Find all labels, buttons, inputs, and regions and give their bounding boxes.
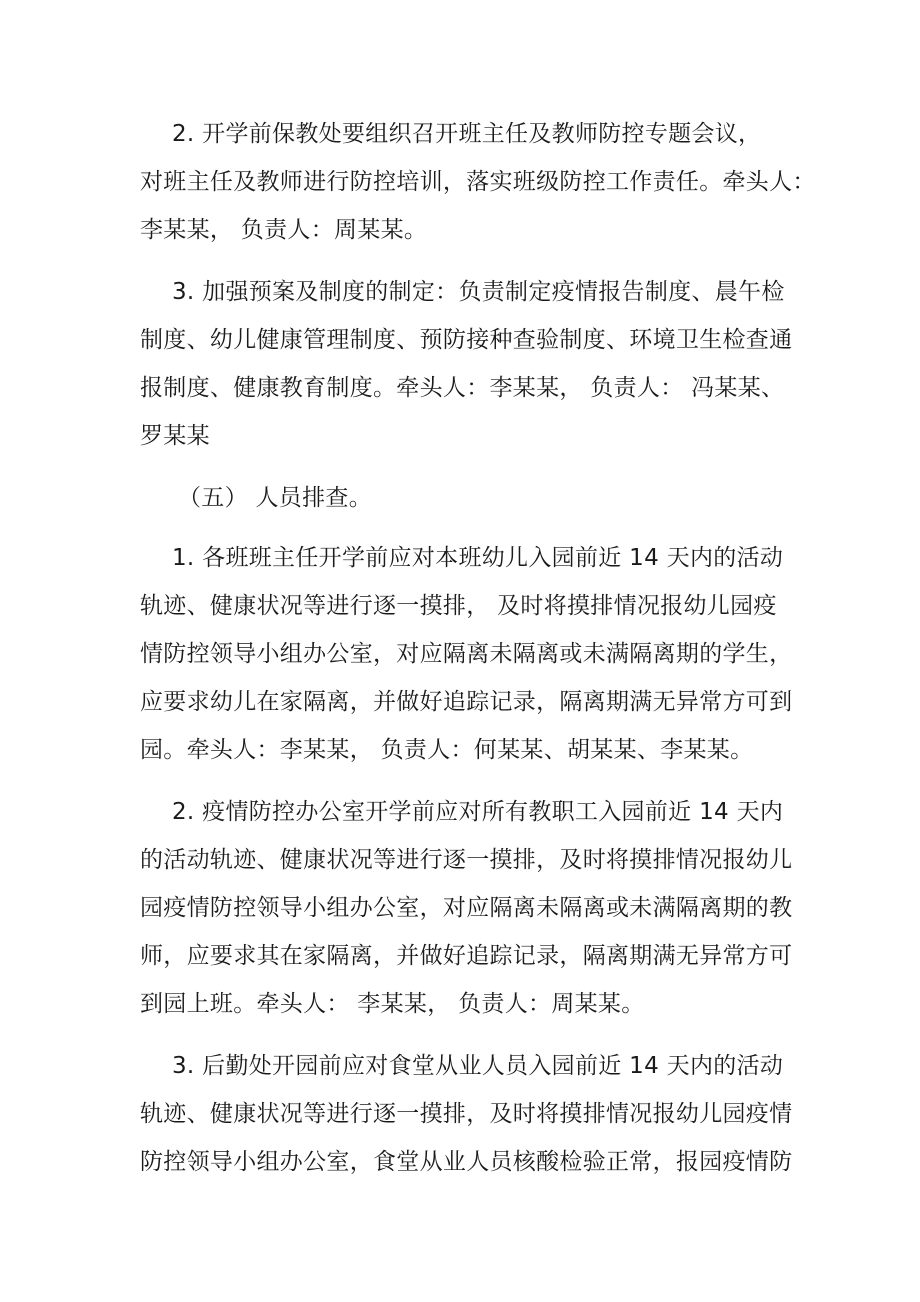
- paragraph-3-line-2: 制度、幼儿健康管理制度、预防接种查验制度、环境卫生检查通: [140, 327, 793, 353]
- paragraph-2-line-3: 李某某， 负责人：周某某。: [140, 217, 428, 243]
- item-2-line-4: 师，应要求其在家隔离，并做好追踪记录，隔离期满无异常方可: [140, 943, 793, 969]
- item-1-line-4: 应要求幼儿在家隔离，并做好追踪记录，隔离期满无异常方可到: [140, 689, 793, 715]
- item-3-line-1: 3. 后勤处开园前应对食堂从业人员入园前近 14 天内的活动: [172, 1053, 784, 1079]
- item-1-line-3: 情防控领导小组办公室，对应隔离未隔离或未满隔离期的学生，: [140, 641, 793, 667]
- paragraph-3-line-4: 罗某某: [140, 423, 210, 449]
- paragraph-3-line-1: 3. 加强预案及制度的制定：负责制定疫情报告制度、晨午检: [172, 279, 785, 305]
- section-heading: （五） 人员排查。: [178, 485, 373, 511]
- item-2-line-5: 到园上班。牵头人： 李某某， 负责人：周某某。: [140, 991, 645, 1017]
- item-1-line-5: 园。牵头人：李某某， 负责人：何某某、胡某某、李某某。: [140, 737, 754, 763]
- item-1-line-2: 轨迹、健康状况等进行逐一摸排， 及时将摸排情况报幼儿园疫: [140, 593, 777, 619]
- item-2-line-1: 2. 疫情防控办公室开学前应对所有教职工入园前近 14 天内: [172, 799, 784, 825]
- item-3-line-2: 轨迹、健康状况等进行逐一摸排，及时将摸排情况报幼儿园疫情: [140, 1101, 793, 1127]
- item-2-line-3: 园疫情防控领导小组办公室，对应隔离未隔离或未满隔离期的教: [140, 895, 793, 921]
- paragraph-2-line-2: 对班主任及教师进行防控培训，落实班级防控工作责任。牵头人：: [140, 169, 816, 195]
- item-2-line-2: 的活动轨迹、健康状况等进行逐一摸排，及时将摸排情况报幼儿: [140, 847, 793, 873]
- item-3-line-3: 防控领导小组办公室，食堂从业人员核酸检验正常，报园疫情防: [140, 1149, 793, 1175]
- paragraph-3-line-3: 报制度、健康教育制度。牵头人：李某某， 负责人： 冯某某、: [140, 375, 785, 401]
- item-1-line-1: 1. 各班班主任开学前应对本班幼儿入园前近 14 天内的活动: [172, 545, 784, 571]
- paragraph-2-line-1: 2. 开学前保教处要组织召开班主任及教师防控专题会议，: [172, 121, 762, 147]
